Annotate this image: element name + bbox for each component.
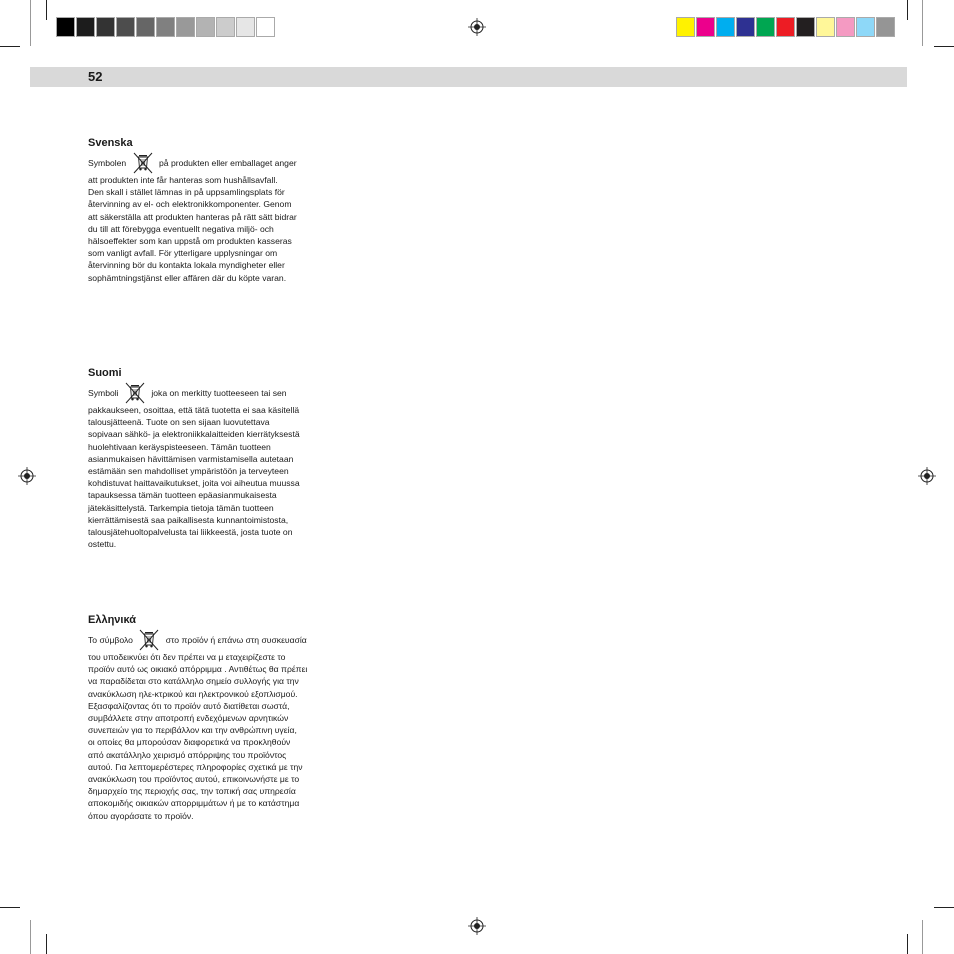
crop-mark xyxy=(30,0,31,46)
crop-mark xyxy=(46,0,47,20)
paragraph-line: att produkten inte får hanteras som hushållsavfall. xyxy=(88,175,278,185)
paragraph-line: som vanligt avfall. För ytterligare upplysningar om xyxy=(88,248,278,259)
gray-swatch xyxy=(116,17,135,37)
section-heading: Svenska xyxy=(88,137,133,149)
paragraph-line: pakkaukseen, osoittaa, että tätä tuotetta ei saa käsitellä xyxy=(88,405,300,415)
paragraph-line: συμβάλλετε στην αποτροπή ενδεχόμενων αρνητικών xyxy=(88,713,289,724)
paragraph-line: hälsoeffekter som kan uppstå om produkten kasseras xyxy=(88,236,292,247)
color-swatch xyxy=(836,17,855,37)
color-swatch xyxy=(716,17,735,37)
paragraph-lead-continuation: στο προϊόν ή επάνω στη συσκευασία xyxy=(165,635,307,645)
paragraph-line: asianmukaisen hävittämisen varmistamisella autetaan xyxy=(88,453,294,464)
crop-mark xyxy=(46,934,47,954)
paragraph-line: sophämtningstjänst eller affären där du köpte varan. xyxy=(88,272,287,283)
crop-mark xyxy=(0,907,20,908)
paragraph-lead: Symboli xyxy=(88,388,119,398)
registration-mark-icon xyxy=(468,917,486,935)
gray-swatch xyxy=(176,17,195,37)
color-swatch xyxy=(736,17,755,37)
paragraph-line: Den skall i stället lämnas in på uppsamlingsplats för xyxy=(88,187,285,198)
section-heading: Suomi xyxy=(88,367,122,379)
paragraph-line: du till att förebygga eventuellt negativa miljö- och xyxy=(88,223,274,234)
paragraph-lead-continuation: joka on merkitty tuotteeseen tai sen xyxy=(151,388,287,398)
paragraph-line: jätekäsittelystä. Tarkempia tietoja tämän tuotteen xyxy=(88,502,274,513)
paragraph-line: ανακύκλωση του προϊόντος αυτού, επικοινωνήστε με το xyxy=(88,774,300,785)
section-ellinika xyxy=(88,614,338,822)
paragraph-line: από ακατάλληλο χειρισμό απόρριψης του προϊόντος xyxy=(88,749,287,760)
page-number: 52 xyxy=(88,69,103,84)
paragraph-line: ostettu. xyxy=(88,539,117,550)
paragraph-line: Εξασφαλίζοντας ότι το προϊόν αυτό διατίθεται σωστά, xyxy=(88,700,290,711)
crop-mark xyxy=(30,920,31,954)
crop-mark xyxy=(0,46,20,47)
paragraph-line: att säkerställa att produkten hanteras på rätt sätt bidrar xyxy=(88,211,297,222)
registration-mark-icon xyxy=(468,18,486,36)
gray-swatch xyxy=(256,17,275,37)
paragraph-line: όπου αγοράσατε το προϊόν. xyxy=(88,810,194,821)
paragraph-line: συνεπειών για το περιβάλλον και την ανθρώπινη υγεία, xyxy=(88,725,297,736)
color-swatch xyxy=(696,17,715,37)
color-swatch xyxy=(856,17,875,37)
paragraph-line: ανακύκλωση ηλε-κτρικού και ηλεκτρονικού εξοπλισμού. xyxy=(88,688,298,699)
color-swatch xyxy=(796,17,815,37)
paragraph-line: sopivaan sähkö- ja elektroniikkalaitteiden kierrätyksestä xyxy=(88,429,300,440)
section-paragraph xyxy=(88,629,338,822)
gray-swatch xyxy=(216,17,235,37)
color-swatch xyxy=(756,17,775,37)
crop-mark xyxy=(922,920,923,954)
paragraph-line: huolehtivaan keräyspisteeseen. Tämän tuotteen xyxy=(88,441,271,452)
crop-mark xyxy=(934,46,954,47)
paragraph-line: estämään sen mahdolliset ympäristöön ja terveyteen xyxy=(88,466,289,477)
paragraph-line: οι οποίες θα μπορούσαν διαφορετικά να προκληθούν xyxy=(88,737,291,748)
paragraph-line: kierrättämisestä saa paikallisesta kunnantoimistosta, xyxy=(88,514,289,525)
section-suomi xyxy=(88,367,338,550)
paragraph-lead-continuation: på produkten eller emballaget anger xyxy=(159,158,297,168)
crossed-out-wheelie-bin-icon xyxy=(137,629,161,651)
registration-mark-icon xyxy=(18,467,36,485)
paragraph-line: αυτού. Για λεπτομερέστερες πληροφορίες σχετικά με την xyxy=(88,761,303,772)
paragraph-line: talousjätehuoltopalvelusta tai liikkeestä, josta tuote on xyxy=(88,527,293,538)
section-heading: Ελληνικά xyxy=(88,614,136,626)
gray-swatch xyxy=(56,17,75,37)
process-color-bar xyxy=(676,17,896,37)
gray-swatch xyxy=(156,17,175,37)
paragraph-line: αποκομιδής οικιακών απορριμμάτων ή με το κατάστημα xyxy=(88,798,300,809)
gray-swatch xyxy=(136,17,155,37)
crop-mark xyxy=(907,0,908,20)
paragraph-line: δημαρχείο της περιοχής σας, την τοπική σας υπηρεσία xyxy=(88,786,296,797)
paragraph-line: kohdistuvat haittavaikutukset, joita voi aiheutua muussa xyxy=(88,478,300,489)
crop-mark xyxy=(922,0,923,46)
section-paragraph xyxy=(88,382,338,550)
paragraph-lead: Symbolen xyxy=(88,158,127,168)
crossed-out-wheelie-bin-icon xyxy=(131,152,155,174)
color-swatch xyxy=(876,17,895,37)
gray-swatch xyxy=(196,17,215,37)
paragraph-line xyxy=(88,382,338,404)
paragraph-line: talousjätteenä. Tuote on sen sijaan luovutettava xyxy=(88,417,270,428)
crop-mark xyxy=(907,934,908,954)
section-svenska xyxy=(88,137,338,284)
color-swatch xyxy=(776,17,795,37)
crop-mark xyxy=(934,907,954,908)
gray-swatch xyxy=(76,17,95,37)
paragraph-line: återvinning av el- och elektronikkomponenter. Genom xyxy=(88,199,292,210)
color-swatch xyxy=(816,17,835,37)
registration-mark-icon xyxy=(918,467,936,485)
paragraph-line: προϊόν αυτό ως οικιακό απόρριμμα . Αντιθέτως θα πρέπει xyxy=(88,664,308,675)
color-swatch xyxy=(676,17,695,37)
paragraph-line xyxy=(88,152,338,174)
gray-swatch xyxy=(236,17,255,37)
grayscale-color-bar xyxy=(56,17,276,37)
crossed-out-wheelie-bin-icon xyxy=(123,382,147,404)
section-paragraph xyxy=(88,152,338,284)
gray-swatch xyxy=(96,17,115,37)
paragraph-lead: Το σύμβολο xyxy=(88,635,133,645)
paragraph-line xyxy=(88,629,338,651)
paragraph-line: του υποδεικνύει ότι δεν πρέπει να μ εταχειρίζεστε το xyxy=(88,652,286,662)
paragraph-line: να παραδίδεται στο κατάλληλο σημείο συλλογής για την xyxy=(88,676,299,687)
header-band xyxy=(30,67,907,87)
paragraph-line: tapauksessa tämän tuotteen epäasianmukaisesta xyxy=(88,490,277,501)
paragraph-line: återvinning bör du kontakta lokala myndigheter eller xyxy=(88,260,285,271)
